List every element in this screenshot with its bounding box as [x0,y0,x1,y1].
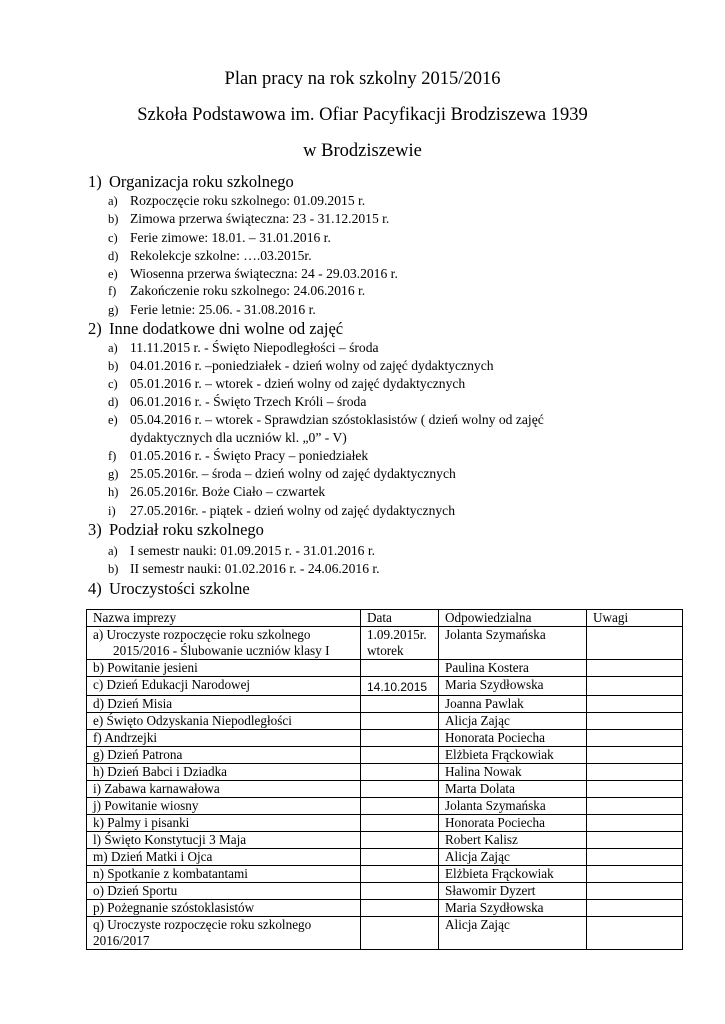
event-notes [587,917,683,950]
event-name: f) Andrzejki [87,730,361,747]
school-name: Szkoła Podstawowa im. Ofiar Pacyfikacji Brodziszewa 1939 [137,105,588,125]
event-date: 14.10.2015 [361,677,439,696]
table-row [87,730,683,747]
table-header: Odpowiedzialna [439,610,587,627]
list-item: h) 26.05.2016r. Boże Ciało – czwartek [108,484,326,499]
event-date [361,764,439,781]
event-date [361,713,439,730]
event-notes [587,849,683,866]
section-title: Organizacja roku szkolnego [109,172,294,191]
list-item: b) 04.01.2016 r. –poniedziałek - dzień wolny od zajęć dydaktycznych [108,358,494,373]
events-table [86,609,683,950]
table-header: Nazwa imprezy [87,610,361,627]
section-title: Podział roku szkolnego [109,520,264,539]
event-notes [587,832,683,849]
event-date [361,747,439,764]
table-row [87,832,683,849]
table-row [87,849,683,866]
event-notes [587,660,683,677]
event-date [361,832,439,849]
event-name: g) Dzień Patrona [87,747,361,764]
event-date [361,883,439,900]
event-date [361,815,439,832]
table-header-row [87,610,683,627]
event-responsible: Maria Szydłowska [439,677,587,696]
event-name: j) Powitanie wiosny [87,798,361,815]
list-item: i) 27.05.2016r. - piątek - dzień wolny od zajęć dydaktycznych [108,503,456,518]
table-header: Data [361,610,439,627]
table-row [87,764,683,781]
table-row [87,815,683,832]
table-row [87,713,683,730]
event-responsible: Honorata Pociecha [439,730,587,747]
event-date [361,781,439,798]
event-responsible: Robert Kalisz [439,832,587,849]
table-row [87,781,683,798]
list-item: d) Rekolekcje szkolne: ….03.2015r. [108,248,312,263]
event-responsible: Jolanta Szymańska [439,798,587,815]
event-responsible: Jolanta Szymańska [439,627,587,660]
event-date [361,849,439,866]
event-name: p) Pożegnanie szóstoklasistów [87,900,361,917]
event-date [361,696,439,713]
list-item: g) 25.05.2016r. – środa – dzień wolny od zajęć dydaktycznych [108,466,456,481]
list-item: e) 05.04.2016 r. – wtorek - Sprawdzian szóstoklasistów ( dzień wolny od zajęć [108,412,544,427]
section-title: Inne dodatkowe dni wolne od zajęć [109,319,344,338]
event-name: n) Spotkanie z kombatantami [87,866,361,883]
event-notes [587,781,683,798]
event-name: d) Dzień Misia [87,696,361,713]
table-row [87,883,683,900]
school-location: w Brodziszewie [303,141,422,161]
table-row [87,917,683,950]
event-responsible: Elżbieta Frąckowiak [439,866,587,883]
table-row [87,677,683,696]
event-responsible: Alicja Zając [439,917,587,950]
list-item: e) Wiosenna przerwa świąteczna: 24 - 29.03.2016 r. [108,266,398,281]
event-responsible: Paulina Kostera [439,660,587,677]
section-number: 1) [88,172,102,191]
event-name: c) Dzień Edukacji Narodowej [87,677,361,696]
event-responsible: Marta Dolata [439,781,587,798]
event-notes [587,883,683,900]
event-notes [587,677,683,696]
list-item: d) 06.01.2016 r. - Święto Trzech Króli – środa [108,394,367,409]
event-notes [587,627,683,660]
event-date [361,866,439,883]
event-notes [587,798,683,815]
list-item: c) Ferie zimowe: 18.01. – 31.01.2016 r. [108,230,331,245]
table-header: Uwagi [587,610,683,627]
section-heading [88,319,343,339]
event-notes [587,747,683,764]
event-notes [587,696,683,713]
document-title: Plan pracy na rok szkolny 2015/2016 [224,69,501,89]
list-item: b) Zimowa przerwa świąteczna: 23 - 31.12.2015 r. [108,211,390,226]
list-item: b) II semestr nauki: 01.02.2016 r. - 24.06.2016 r. [108,561,380,576]
list-item: a) 11.11.2015 r. - Święto Niepodległości – środa [108,340,379,355]
event-notes [587,713,683,730]
section-heading [88,579,250,599]
table-row [87,627,683,660]
event-notes [587,764,683,781]
event-date: 1.09.2015r. wtorek [361,627,439,660]
event-name: a) Uroczyste rozpoczęcie roku szkolnego 2015/2016 - Ślubowanie uczniów klasy I [87,627,361,660]
event-responsible: Sławomir Dyzert [439,883,587,900]
list-item: f) Zakończenie roku szkolnego: 24.06.2016 r. [108,283,366,298]
event-name: i) Zabawa karnawałowa [87,781,361,798]
event-name: b) Powitanie jesieni [87,660,361,677]
section-title: Uroczystości szkolne [109,579,250,598]
event-responsible: Alicja Zając [439,713,587,730]
table-row [87,900,683,917]
list-item-continuation: dydaktycznych dla uczniów kl. „0” - V) [130,430,347,445]
event-name: k) Palmy i pisanki [87,815,361,832]
event-date [361,917,439,950]
list-item: c) 05.01.2016 r. – wtorek - dzień wolny od zajęć dydaktycznych [108,376,466,391]
list-item: a) Rozpoczęcie roku szkolnego: 01.09.2015 r. [108,193,366,208]
event-responsible: Alicja Zając [439,849,587,866]
event-responsible: Joanna Pawlak [439,696,587,713]
list-item: a) I semestr nauki: 01.09.2015 r. - 31.01.2016 r. [108,543,376,558]
event-responsible: Halina Nowak [439,764,587,781]
section-number: 3) [88,520,102,539]
event-date [361,660,439,677]
event-name: h) Dzień Babci i Dziadka [87,764,361,781]
event-name: e) Święto Odzyskania Niepodległości [87,713,361,730]
section-number: 2) [88,319,102,338]
section-number: 4) [88,579,102,598]
event-notes [587,730,683,747]
event-name: q) Uroczyste rozpoczęcie roku szkolnego 2016/2017 [87,917,361,950]
event-date [361,798,439,815]
event-responsible: Maria Szydłowska [439,900,587,917]
event-name: m) Dzień Matki i Ojca [87,849,361,866]
list-item: f) 01.05.2016 r. - Święto Pracy – poniedziałek [108,448,369,463]
section-heading [88,520,264,540]
table-row [87,660,683,677]
event-name: o) Dzień Sportu [87,883,361,900]
event-date [361,900,439,917]
event-name: l) Święto Konstytucji 3 Maja [87,832,361,849]
event-notes [587,900,683,917]
table-row [87,696,683,713]
event-notes [587,866,683,883]
event-date [361,730,439,747]
table-row [87,798,683,815]
section-heading [88,172,294,192]
table-row [87,866,683,883]
event-responsible: Honorata Pociecha [439,815,587,832]
event-notes [587,815,683,832]
table-row [87,747,683,764]
list-item: g) Ferie letnie: 25.06. - 31.08.2016 r. [108,302,316,317]
event-responsible: Elżbieta Frąckowiak [439,747,587,764]
